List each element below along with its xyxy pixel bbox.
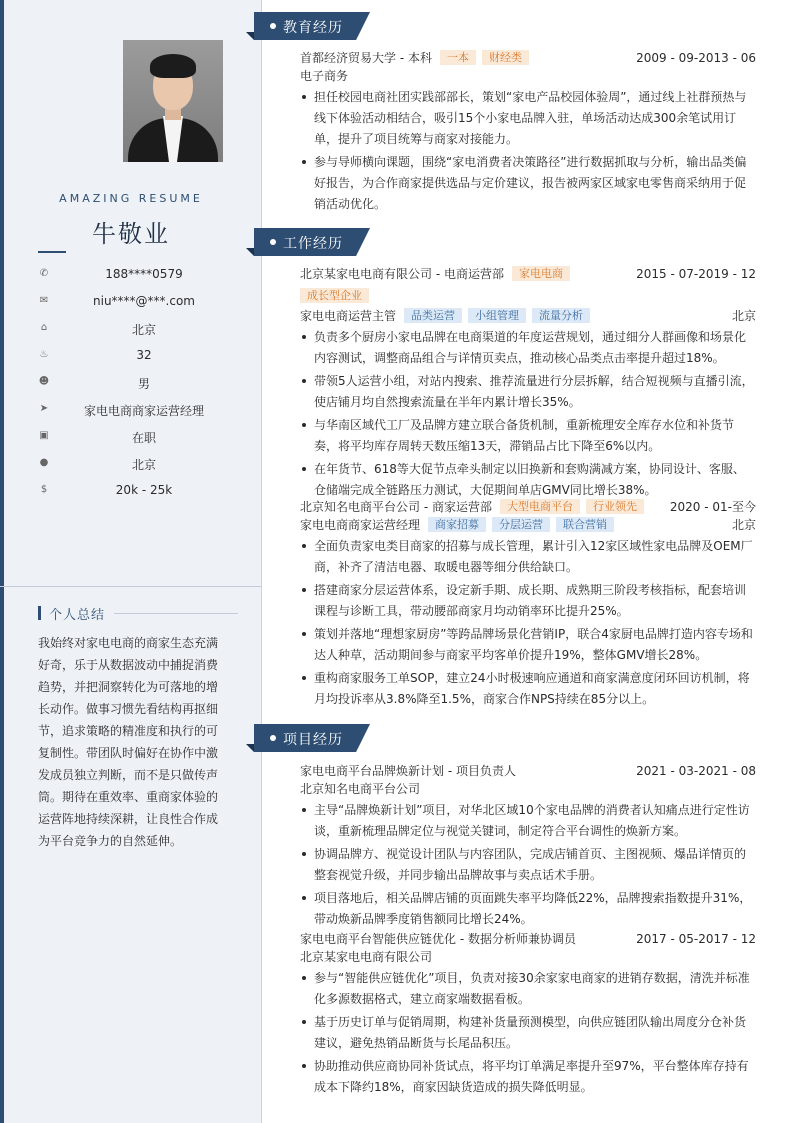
contact-info-value: 家电电商商家运营经理 bbox=[83, 404, 204, 418]
tag: 家电电商 bbox=[512, 266, 570, 281]
summary-heading bbox=[38, 604, 238, 622]
work-title: 工作经历 bbox=[283, 236, 343, 252]
city: 北京 bbox=[731, 518, 756, 532]
work-section-header bbox=[246, 228, 376, 256]
date-range: 2017 - 05-2017 - 12 bbox=[636, 932, 756, 946]
sidebar bbox=[0, 0, 262, 1123]
bullet-list bbox=[300, 87, 756, 215]
tag: 品类运营 bbox=[404, 308, 462, 323]
contact-info-value: 32 bbox=[136, 348, 152, 362]
company-name: 北京知名电商平台公司 - 商家运营部 bbox=[300, 500, 492, 514]
contact-info-row bbox=[38, 264, 238, 291]
contact-info-value: 在职 bbox=[131, 431, 156, 445]
contact-info-row bbox=[38, 372, 238, 399]
contact-info-row bbox=[38, 318, 238, 345]
sidebar-accent-strip bbox=[0, 0, 4, 1123]
list-item: 参与“智能供应链优化”项目，负责对接30余家家电商家的进销存数据，清洗并标准化多源数据格式，建立商家端数据看板。 bbox=[300, 968, 756, 1010]
tag: 小组管理 bbox=[468, 308, 526, 323]
major: 电子商务 bbox=[300, 69, 349, 83]
resume-tagline: AMAZING RESUME bbox=[59, 192, 203, 205]
contact-info-value: 北京 bbox=[131, 323, 156, 337]
summary-title: 个人总结 bbox=[49, 608, 106, 623]
candidate-name: 牛敬业 bbox=[92, 220, 170, 248]
contact-info-list bbox=[38, 264, 238, 507]
contact-info-value: 188****0579 bbox=[105, 267, 183, 281]
list-item: 主导“品牌焕新计划”项目，对华北区域10个家电品牌的消费者认知痛点进行定性访谈，重新梳理品牌定位与视觉关键词，制定符合平台调性的焕新方案。 bbox=[300, 800, 756, 842]
project-company: 北京知名电商平台公司 bbox=[300, 782, 421, 796]
main-content bbox=[262, 0, 794, 1123]
cake-icon: ♨ bbox=[39, 349, 49, 360]
sidebar-divider bbox=[0, 586, 262, 587]
projects-title: 项目经历 bbox=[283, 732, 343, 748]
tag: 行业领先 bbox=[586, 499, 644, 514]
name-underline bbox=[38, 251, 66, 253]
job-title: 家电电商商家运营经理 bbox=[300, 518, 421, 532]
list-item: 策划并落地“理想家厨房”等跨品牌场景化营销IP，联合4家厨电品牌打造内容专场和达人种草，活动期间参与商家平均客单价提升19%，整体GMV增长28%。 bbox=[300, 624, 756, 666]
contact-info-row bbox=[38, 453, 238, 480]
project-company: 北京某家电电商有限公司 bbox=[300, 950, 433, 964]
education-title: 教育经历 bbox=[283, 20, 343, 36]
face-icon: ☻ bbox=[38, 376, 50, 387]
bullet-list bbox=[300, 327, 756, 501]
summary-text: 我始终对家电电商的商家生态充满好奇，乐于从数据波动中捕捉消费趋势，并把洞察转化为可落地的增长动作。做事习惯先看结构再抠细节，追求策略的精准度和执行的可复制性。带团队时偏好在协作中激发成员独立判断，而不是只做传声筒。期待在重效率、重商家体验的运营阵地持续深耕，让良性合作成为平台竞争力的自然延伸。 bbox=[38, 636, 219, 848]
list-item: 与华南区域代工厂及品牌方建立联合备货机制，重新梳理安全库存水位和补货节奏，将平均库存周转天数压缩13天，滞销品占比下降至6%以内。 bbox=[300, 415, 756, 457]
contact-info-row bbox=[38, 345, 238, 372]
date-range: 2009 - 09-2013 - 06 bbox=[636, 51, 756, 65]
list-item: 全面负责家电类目商家的招募与成长管理，累计引入12家区域性家电品牌及OEM厂商，补齐了清洁电器、取暖电器等细分供给缺口。 bbox=[300, 536, 756, 578]
list-item: 带领5人运营小组，对站内搜索、推荐流量进行分层拆解，结合短视频与直播引流，使店铺月均自然搜索流量在半年内累计增长35%。 bbox=[300, 371, 756, 413]
company-name: 北京某家电电商有限公司 - 电商运营部 bbox=[300, 267, 504, 281]
job-title: 家电电商运营主管 bbox=[300, 309, 397, 323]
education-entry bbox=[300, 49, 756, 217]
contact-info-value: 男 bbox=[137, 377, 150, 391]
list-item: 项目落地后，相关品牌店铺的页面跳失率平均降低22%，品牌搜索指数提升31%，带动焕新品牌季度销售额同比增长24%。 bbox=[300, 888, 756, 930]
projects-section-header bbox=[246, 724, 376, 752]
list-item: 负责多个厨房小家电品牌在电商渠道的年度运营规划，通过细分人群画像和场景化内容测试，调整商品组合与详情页卖点，推动核心品类点击率提升超过18%。 bbox=[300, 327, 756, 369]
date-range: 2021 - 03-2021 - 08 bbox=[636, 764, 756, 778]
list-item: 担任校园电商社团实践部部长，策划“家电产品校园体验周”，通过线上社群预热与线下体验活动相结合，吸引15个小家电品牌入驻，单场活动达成300余笔试用订单，提升了项目统筹与商家对接能力。 bbox=[300, 87, 756, 150]
list-item: 协助推动供应商协同补货试点，将平均订单满足率提升至97%，平台整体库存持有成本下降约18%，商家因缺货造成的损失降低明显。 bbox=[300, 1056, 756, 1098]
location-icon: ● bbox=[39, 457, 49, 468]
list-item: 协调品牌方、视觉设计团队与内容团队，完成店铺首页、主图视频、爆品详情页的整套视觉升级，并同步输出品牌故事与卖点话术手册。 bbox=[300, 844, 756, 886]
project-entry bbox=[300, 930, 756, 1100]
tag: 大型电商平台 bbox=[500, 499, 580, 514]
contact-info-row bbox=[38, 426, 238, 453]
tag: 成长型企业 bbox=[300, 288, 369, 303]
bullet-list bbox=[300, 800, 756, 930]
tag: 分层运营 bbox=[492, 517, 550, 532]
tag: 联合营销 bbox=[556, 517, 614, 532]
list-item: 基于历史订单与促销周期，构建补货量预测模型，向供应链团队输出周度分仓补货建议，避免热销品断货与长尾品积压。 bbox=[300, 1012, 756, 1054]
bullet-list bbox=[300, 536, 756, 710]
contact-info-row bbox=[38, 291, 238, 318]
bullet-list bbox=[300, 968, 756, 1098]
list-item: 重构商家服务工单SOP，建立24小时极速响应通道和商家满意度闭环回访机制，将月均投诉率从3.8%降至1.5%，商家合作NPS持续在85分以上。 bbox=[300, 668, 756, 710]
list-item: 参与导师横向课题，围绕“家电消费者决策路径”进行数据抓取与分析，输出品类偏好报告，为合作商家提供选品与定价建议，报告被两家区域家电零售商采纳用于促销活动优化。 bbox=[300, 152, 756, 215]
phone-icon: ✆ bbox=[39, 268, 49, 279]
avatar bbox=[123, 40, 223, 162]
contact-info-row bbox=[38, 480, 238, 507]
briefcase-icon: ▣ bbox=[39, 430, 49, 441]
date-range: 2015 - 07-2019 - 12 bbox=[636, 267, 756, 281]
list-item: 搭建商家分层运营体系，设定新手期、成长期、成熟期三阶段考核指标，配套培训课程与诊断工具，带动腰部商家月均动销率环比提升25%。 bbox=[300, 580, 756, 622]
work-entry bbox=[300, 265, 756, 503]
work-entry bbox=[300, 498, 756, 712]
tag: 财经类 bbox=[482, 50, 529, 65]
home-icon: ⌂ bbox=[40, 322, 48, 333]
education-section-header bbox=[246, 12, 376, 40]
contact-info-row bbox=[38, 399, 238, 426]
contact-info-value: 北京 bbox=[131, 458, 156, 472]
tag: 流量分析 bbox=[532, 308, 590, 323]
mail-icon: ✉ bbox=[39, 295, 49, 306]
project-name: 家电电商平台品牌焕新计划 - 项目负责人 bbox=[300, 764, 516, 778]
send-icon: ➤ bbox=[39, 403, 49, 414]
contact-info-value: niu****@***.com bbox=[93, 294, 195, 308]
project-entry bbox=[300, 762, 756, 932]
salary-icon: $ bbox=[40, 484, 48, 495]
school-name: 首都经济贸易大学 - 本科 bbox=[300, 51, 432, 65]
city: 北京 bbox=[731, 309, 756, 323]
contact-info-value: 20k - 25k bbox=[115, 483, 173, 497]
tag: 商家招募 bbox=[428, 517, 486, 532]
date-range: 2020 - 01-至今 bbox=[669, 500, 756, 514]
tag: 一本 bbox=[440, 50, 476, 65]
project-name: 家电电商平台智能供应链优化 - 数据分析师兼协调员 bbox=[300, 932, 576, 946]
list-item: 在年货节、618等大促节点牵头制定以旧换新和套购满减方案，协同设计、客服、仓储端完成全链路压力测试，大促期间单店GMV同比增长38%。 bbox=[300, 459, 756, 501]
